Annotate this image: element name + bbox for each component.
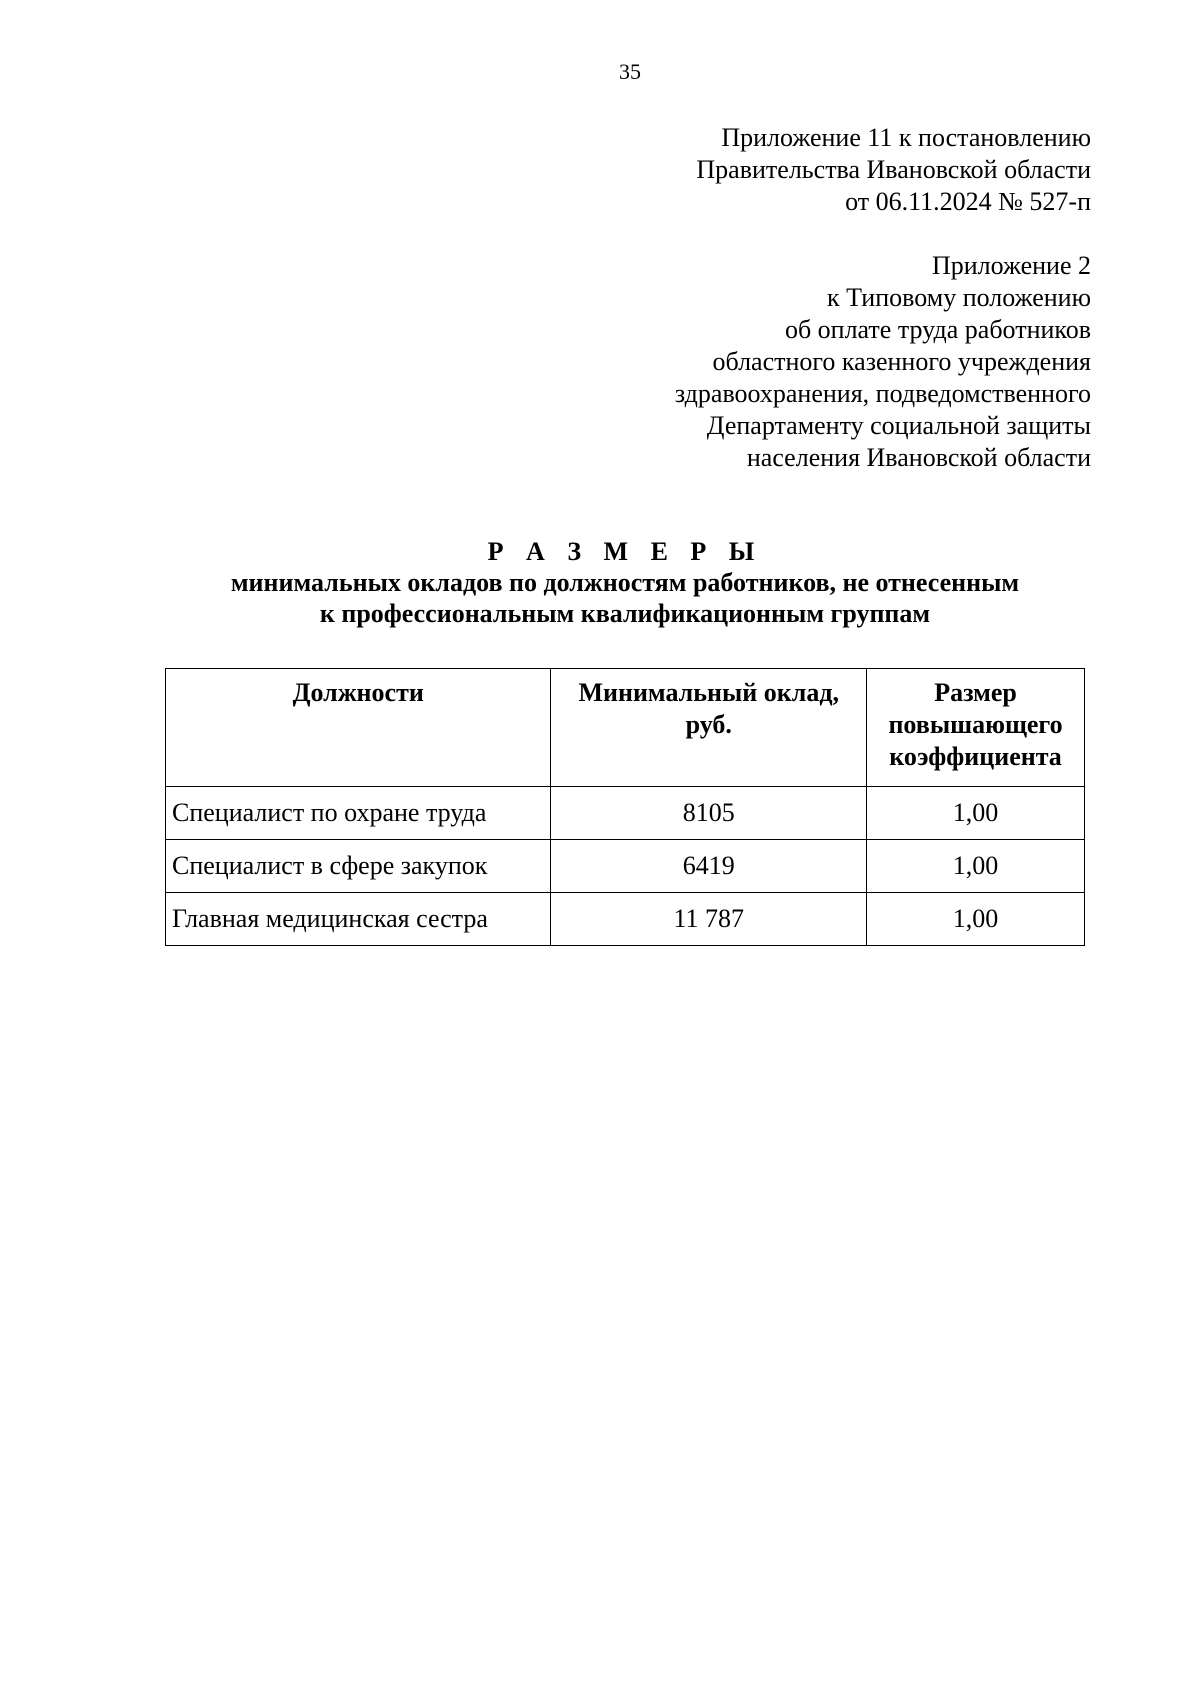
title-subline: к профессиональным квалификационным группам <box>319 599 931 628</box>
cell-position: Специалист в сфере закупок <box>166 840 551 893</box>
header-salary-unit: руб. <box>685 710 732 739</box>
cell-salary: 6419 <box>551 840 867 893</box>
header-salary <box>551 669 867 787</box>
table-row <box>166 840 1085 893</box>
header-coef-label: Размер <box>934 678 1017 707</box>
cell-coefficient: 1,00 <box>867 787 1085 840</box>
header-position-label: Должности <box>292 678 424 707</box>
cell-salary: 11 787 <box>551 893 867 946</box>
cell-coefficient: 1,00 <box>867 840 1085 893</box>
annex-header-line: Приложение 11 к постановлению <box>721 123 1091 152</box>
header-coefficient <box>867 669 1085 787</box>
table-row <box>166 893 1085 946</box>
annex-sub-line: населения Ивановской области <box>746 443 1091 472</box>
annex-sub-line: Департаменту социальной защиты <box>706 411 1091 440</box>
annex-header-line: Правительства Ивановской области <box>696 155 1091 184</box>
title-subline: минимальных окладов по должностям работников, не отнесенным <box>230 568 1020 597</box>
annex-sub-line: областного казенного учреждения <box>712 347 1091 376</box>
page-number: 35 <box>619 59 641 84</box>
header-coef-label: коэффициента <box>889 742 1062 771</box>
annex-sub-line: об оплате труда работников <box>784 315 1091 344</box>
header-salary-label: Минимальный оклад, <box>578 678 839 707</box>
annex-sub-line: Приложение 2 <box>931 251 1091 280</box>
cell-coefficient: 1,00 <box>867 893 1085 946</box>
annex-header-line: от 06.11.2024 № 527-п <box>845 187 1091 216</box>
cell-position: Специалист по охране труда <box>166 787 551 840</box>
annex-sub-header <box>675 250 1091 474</box>
title-heading: Р А З М Е Р Ы <box>487 537 763 566</box>
table-row <box>166 787 1085 840</box>
header-coef-label: повышающего <box>888 710 1063 739</box>
table-header-row <box>166 669 1085 787</box>
document-title <box>165 536 1085 629</box>
annex-header <box>696 122 1091 218</box>
annex-sub-line: здравоохранения, подведомственного <box>674 379 1091 408</box>
annex-sub-line: к Типовому положению <box>826 283 1091 312</box>
cell-position: Главная медицинская сестра <box>166 893 551 946</box>
salary-table <box>165 668 1085 946</box>
cell-salary: 8105 <box>551 787 867 840</box>
header-position <box>166 669 551 787</box>
